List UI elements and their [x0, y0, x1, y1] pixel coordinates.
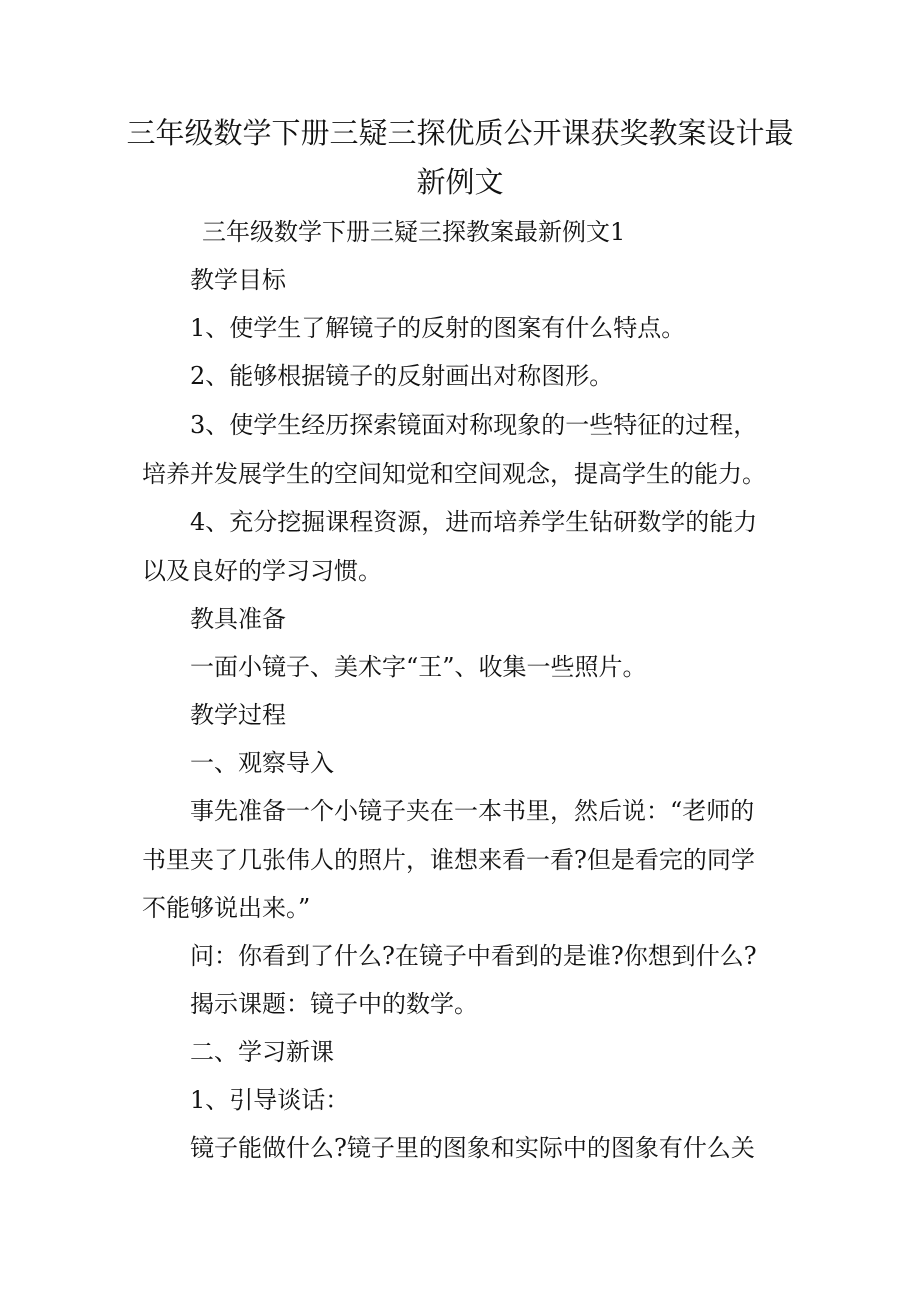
paragraph-line: 以及良好的学习习惯。: [142, 557, 382, 585]
paragraph-line: 不能够说出来。”: [142, 894, 311, 922]
paragraph-line: 揭示课题：镜子中的数学。: [190, 990, 478, 1018]
paragraph-line: 培养并发展学生的空间知觉和空间观念，提高学生的能力。: [142, 460, 766, 488]
paragraph-line: 4、充分挖掘课程资源，进而培养学生钻研数学的能力: [190, 508, 758, 536]
paragraph-line: 事先准备一个小镜子夹在一本书里，然后说：“老师的: [190, 797, 755, 825]
section-heading-materials: 教具准备: [190, 605, 286, 633]
paragraph-line: 1、引导谈话：: [190, 1086, 350, 1114]
section-heading-new-lesson: 二、学习新课: [190, 1038, 334, 1066]
document-subtitle: 三年级数学下册三疑三探教案最新例文1: [202, 218, 626, 246]
paragraph-line: 1、使学生了解镜子的反射的图案有什么特点。: [190, 314, 686, 342]
paragraph-line: 2、能够根据镜子的反射画出对称图形。: [190, 362, 614, 390]
paragraph-line: 镜子能做什么?镜子里的图象和实际中的图象有什么关: [190, 1134, 755, 1162]
document-title-line-1: 三年级数学下册三疑三探优质公开课获奖教案设计最: [126, 116, 794, 150]
document-title-line-2: 新例文: [416, 165, 504, 199]
paragraph-line: 问：你看到了什么?在镜子中看到的是谁?你想到什么?: [190, 942, 757, 970]
paragraph-line: 3、使学生经历探索镜面对称现象的一些特征的过程，: [190, 411, 758, 439]
section-heading-objectives: 教学目标: [190, 266, 286, 294]
section-heading-process: 教学过程: [190, 701, 286, 729]
paragraph-line: 一面小镜子、美术字“王”、收集一些照片。: [190, 653, 647, 681]
paragraph-line: 书里夹了几张伟人的照片，谁想来看一看?但是看完的同学: [142, 846, 755, 874]
section-heading-observation: 一、观察导入: [190, 749, 334, 777]
